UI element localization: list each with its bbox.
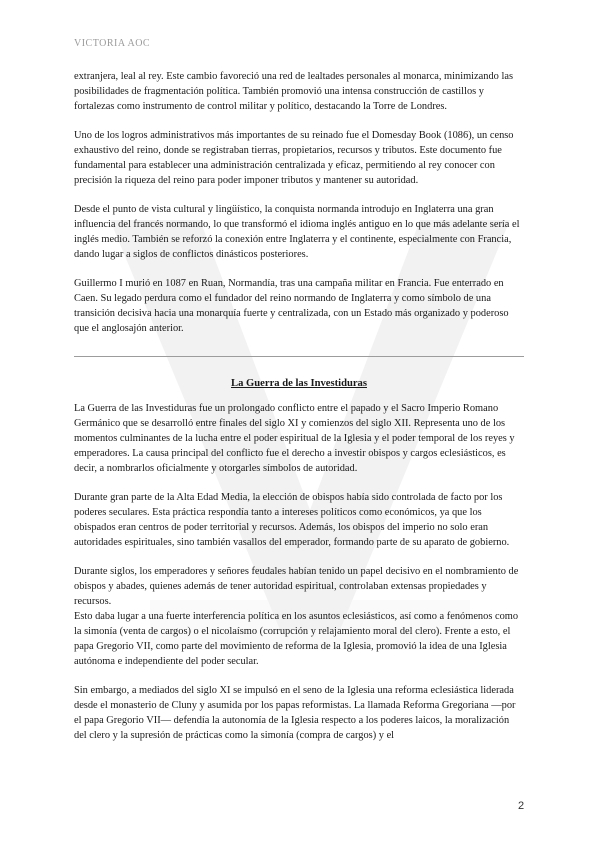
header-brand: VICTORIA AOC (74, 38, 151, 49)
section-divider (74, 356, 524, 357)
page-number: 2 (518, 800, 525, 812)
paragraph: Durante siglos, los emperadores y señores feudales habían tenido un papel decisivo en el nombramiento de obispos y abades, quienes además de tener autoridad espiritual, controlaban extensas propiedades y recursos. (74, 566, 519, 607)
paragraph: Desde el punto de vista cultural y lingüístico, la conquista normanda introdujo en Inglaterra una gran influencia del francés normando, lo que transformó el idioma inglés antiguo en lo que más adelante sería el inglés medio. También se reforzó la conexión entre Inglaterra y el continente, especialmente con Francia, dando lugar a siglos de conflictos dinásticos posteriores. (74, 204, 520, 261)
section-title: La Guerra de las Investiduras (231, 378, 367, 389)
paragraph: Uno de los logros administrativos más importantes de su reinado fue el Domesday Book (1086), un censo exhaustivo del reino, donde se registraban tierras, propietarios, recursos y tributos. Este documento fue fundamental para establecer una administración centralizada y eficaz, permitiendo al rey conocer con precisión la riqueza del reino para poder imponer tributos y mantener su autoridad. (74, 130, 514, 186)
paragraph: Esto daba lugar a una fuerte interferencia política en los asuntos eclesiásticos, así como a fenómenos como la simonía (venta de cargos) o el nicolaísmo (corrupción y relajamiento moral del clero). Frente a esto, el papa Gregorio VII, como parte del movimiento de reforma de la Iglesia, promovió la idea de una Iglesia autónoma e independiente del poder secular. (74, 610, 519, 667)
paragraph: Durante gran parte de la Alta Edad Media, la elección de obispos había sido controlada de facto por los poderes seculares. Esta práctica respondía tanto a intereses políticos como económicos, ya que los obispados eran centros de poder territorial y recursos. Además, los obispos del imperio no solo eran autoridades espirituales, sino también vasallos del emperador, formando parte de su aparato de gobierno. (74, 492, 510, 548)
paragraph: Sin embargo, a mediados del siglo XI se impulsó en el seno de la Iglesia una reforma eclesiástica liderada desde el monasterio de Cluny y asumida por los papas reformistas. La llamada Reforma Gregoriana —por el papa Gregorio VII— defendía la autonomía de la Iglesia respecto a los poderes laicos, la moralización del clero y la supresión de prácticas como la simonía (compra de cargos) y el (74, 685, 516, 741)
document-body-top (74, 70, 524, 352)
paragraph: La Guerra de las Investiduras fue un prolongado conflicto entre el papado y el Sacro Imperio Romano Germánico que se desarrolló entre finales del siglo XI y comienzos del siglo XII. Representa uno de los momentos culminantes de la lucha entre el poder espiritual de la Iglesia y el poder temporal de los reyes y emperadores. La causa principal del conflicto fue el derecho a investir obispos y cargos eclesiásticos, es decir, a nombrarlos oficialmente y otorgarles símbolos de autoridad. (74, 403, 515, 474)
document-body-section (74, 402, 524, 758)
paragraph: extranjera, leal al rey. Este cambio favoreció una red de lealtades personales al monarca, minimizando las posibilidades de fragmentación política. También promovió una intensa construcción de castillos y fortalezas como instrumento de control militar y político, destacando la Torre de Londres. (74, 71, 513, 112)
paragraph: Guillermo I murió en 1087 en Ruan, Normandía, tras una campaña militar en Francia. Fue enterrado en Caen. Su legado perdura como el fundador del reino normando de Inglaterra y como símbolo de una transición decisiva hacia una monarquía fuerte y centralizada, con un Estado más organizado y poderoso que el anglosajón anterior. (74, 278, 509, 335)
